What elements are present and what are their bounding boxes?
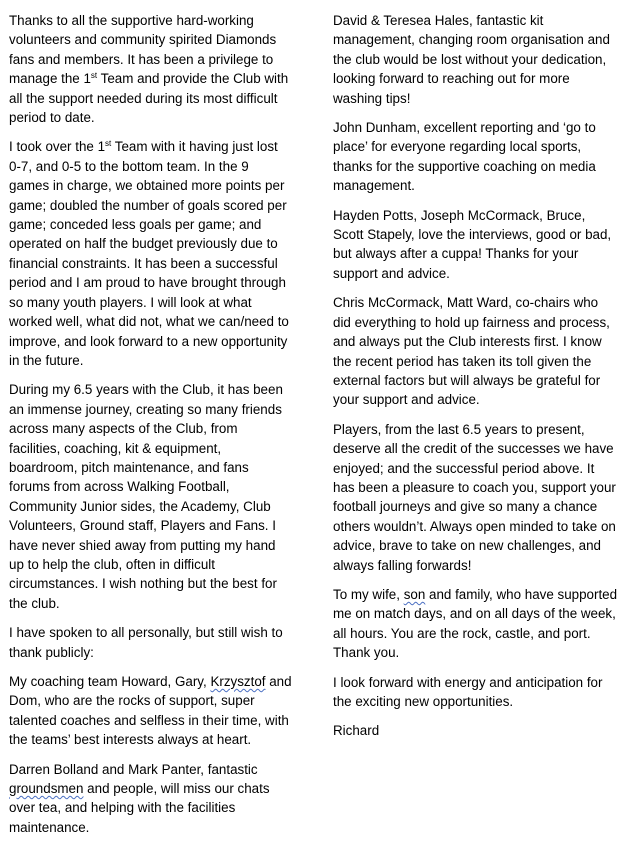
paragraph-kit-management: David & Teresea Hales, fantastic kit management, changing room organisation and the club would be lost without your dedication, looking forward to reaching out for more washing tips! — [333, 13, 610, 106]
paragraph-thank-publicly: I have spoken to all personally, but still wish to thank publicly: — [9, 625, 283, 660]
spellcheck-word[interactable]: Krzysztof — [210, 674, 266, 689]
paragraph-players: Players, from the last 6.5 years to present, deserve all the credit of the successes we have enjoyed; and the successful period above. It has been a pleasure to coach you, support your football journeys and give so many a chance others wouldn’t. Always open minded to take on advice, brave to take on new challenges, and always falling forwards! — [333, 421, 616, 573]
left-column — [9, 11, 292, 847]
spellcheck-word[interactable]: son — [403, 586, 426, 602]
spellcheck-word[interactable]: groundsmen — [9, 781, 84, 797]
signature: Richard — [333, 723, 380, 739]
paragraph-groundsmen: Darren Bolland and Mark Panter, fantastic groundsmen and people, will miss our chats over tea, and helping with the facilities maintenance. — [9, 761, 270, 835]
paragraph-journey: During my 6.5 years with the Club, it has been an immense journey, creating so many friends across many aspects of the Club, from facilities, coaching, kit & equipment, boardroom, pitch maintenance, and fans forums from across Walking Football, Community Junior sides, the Academy, Club Volunteers, Ground staff, Players and Fans. I have never shied away from putting my hand up to help the club, often in difficult circumstances. I wish nothing but the best for the club. — [9, 382, 283, 611]
paragraph-co-chairs: Chris McCormack, Matt Ward, co-chairs who did everything to hold up fairness and process, and always put the Club interests first. I know the recent period has taken its toll given the external factors but will always be grateful for your support and advice. — [333, 295, 610, 408]
paragraph-thanks-intro: Thanks to all the supportive hard-working volunteers and community spirited Diamonds fans and members. It has been a privilege to manage the 1st Team and provide the Club with all the support needed during its most difficult period to date. — [9, 13, 289, 126]
paragraph-family: To my wife, son and family, who have supported me on match days, and on all days of the week, all hours. You are the rock, castle, and port. Thank you. — [333, 586, 618, 661]
paragraph-reporting: John Dunham, excellent reporting and ‘go to place’ for everyone regarding local sports, thanks for the supportive coaching on media management. — [333, 120, 596, 194]
paragraph-coaching-team: My coaching team Howard, Gary, Krzysztof and Dom, who are the rocks of support, super talented coaches and selfless in their time, with the teams’ best interests always at heart. — [9, 674, 292, 748]
paragraph-interviews: Hayden Potts, Joseph McCormack, Bruce, Scott Stapely, love the interviews, good or bad, but always after a cuppa! Thanks for your support and advice. — [333, 207, 612, 281]
right-column — [333, 11, 619, 751]
paragraph-team-record: I took over the 1st Team with it having just lost 0-7, and 0-5 to the bottom team. In the 9 games in charge, we obtained more points per game; doubled the number of goals scored per game; conceded less goals per game; and operated on half the budget previously due to financial constraints. It has been a successful period and I am proud to have brought through so many youth players. I will look at what worked well, what did not, what we can/need to improve, and look forward to a new opportunity in the future. — [9, 139, 289, 368]
paragraph-closing: I look forward with energy and anticipation for the exciting new opportunities. — [333, 674, 603, 709]
